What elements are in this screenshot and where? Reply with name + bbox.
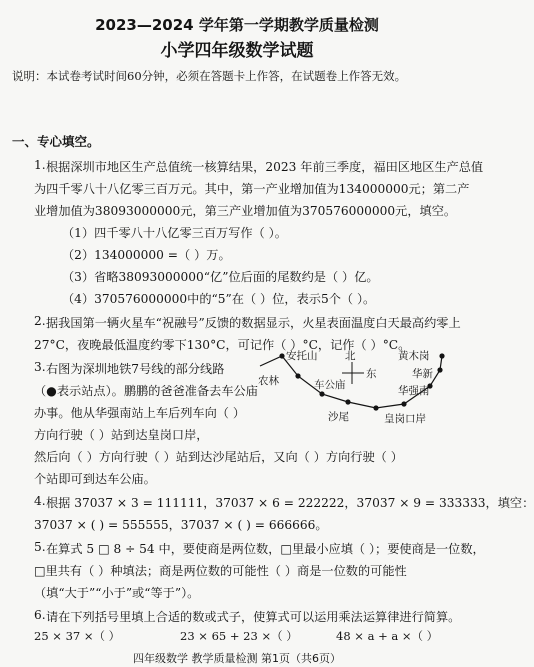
page-footer: 四年级数学 教学质量检测 第1页（共6页） [133,652,341,665]
q1-sub1: （1）四千零八十八亿零三百万写作（ ）。 [62,226,287,240]
q6-expr1: 25 × 37 ×（ ） [34,629,121,643]
question-number: 5. [34,540,46,554]
exam-subtitle: 小学四年级数学试题 [160,41,314,61]
q6-expr3: 48 × a + a ×（ ） [336,629,439,643]
compass-north-label: 北 [345,350,356,362]
station-dot [295,373,300,378]
station-dot [319,391,324,396]
station-label: 沙尾 [328,411,349,423]
q2-line2: 27°C，夜晚最低温度约零下130°C，可记作（ ）°C，记作（ ）°C。 [34,338,411,352]
station-dot [401,401,406,406]
compass-east-label: 东 [366,368,377,380]
station-label: 黄木岗 [398,350,430,362]
q5-line1: 在算式 5 □ 8 ÷ 54 中，要使商是两位数，□里最小应填（ ）；要使商是一位数， [46,542,485,556]
q1-sub3: （3）省略38093000000“亿”位后面的尾数约是（ ）亿。 [62,270,379,284]
q1-line2: 为四千零八十八亿零三百万元。其中，第一产业增加值为134000000元；第二产 [34,182,470,196]
q3-line6: 个站即可到达车公庙。 [34,472,156,486]
q6-expr2: 23 × 65 + 23 ×（ ） [180,629,298,643]
q3-line5: 然后向（ ）方向行驶（ ）站到达沙尾站后，又向（ ）方向行驶（ ） [34,450,403,464]
station-label: 车公庙 [314,379,346,391]
station-label: 华强南 [398,385,430,397]
instructions-note: 说明：本试卷考试时间60分钟，必须在答题卡上作答，在试题卷上作答无效。 [12,69,407,83]
question-number: 4. [34,494,46,508]
station-dot [373,405,378,410]
question-number: 3. [34,360,46,374]
question-number: 1. [34,158,46,172]
q5-line3: （填“大于”“小于”或“等于”）。 [34,586,200,600]
station-label: 华新 [412,368,433,380]
station-dot [439,353,444,358]
q1-sub4: （4）370576000000中的“5”在（ ）位，表示5个（ ）。 [62,292,376,306]
station-dot [345,399,350,404]
q1-line1: 根据深圳市地区生产总值统一核算结果，2023 年前三季度，福田区地区生产总值 [46,160,484,174]
station-dot [437,367,442,372]
section-title: 一、专心填空。 [12,134,100,149]
station-label: 皇岗口岸 [384,413,426,425]
q3-line2: （●表示站点）。鹏鹏的爸爸准备去车公庙 [34,384,258,398]
metro-route-line [260,356,442,408]
q1-line3: 业增加值为38093000000元，第三产业增加值为370576000000元，填空。 [34,204,457,218]
q5-line2: □里共有（ ）种填法；商是两位数的可能性（ ）商是一位数的可能性 [34,564,407,578]
question-number: 6. [34,608,46,622]
q3-line1: 右图为深圳地铁7号线的部分线路 [46,362,225,376]
q3-line3: 办事。他从华强南站上车后列车向（ ） [34,406,246,420]
station-label: 农林 [258,375,279,387]
q4-line2: 37037 × ( ) = 555555，37037 × ( ) = 666666。 [34,518,328,532]
metro-line-map [252,348,462,436]
q2-line1: 据我国第一辆火星车“祝融号”反馈的数据显示，火星表面温度白天最高约零上 [46,316,461,330]
question-number: 2. [34,314,46,328]
exam-title: 2023—2024 学年第一学期教学质量检测 [95,16,379,34]
q6-line1: 请在下列括号里填上合适的数或式子，使算式可以运用乘法运算律进行简算。 [46,610,461,624]
q3-line4: 方向行驶（ ）站到达皇岗口岸， [34,428,209,442]
station-label: 安托山 [286,350,318,362]
q1-sub2: （2）134000000 =（ ）万。 [62,248,231,262]
station-dot [279,353,284,358]
q4-line1: 根据 37037 × 3 = 111111，37037 × 6 = 222222，37037 × 9 = 333333，填空： [46,496,534,510]
